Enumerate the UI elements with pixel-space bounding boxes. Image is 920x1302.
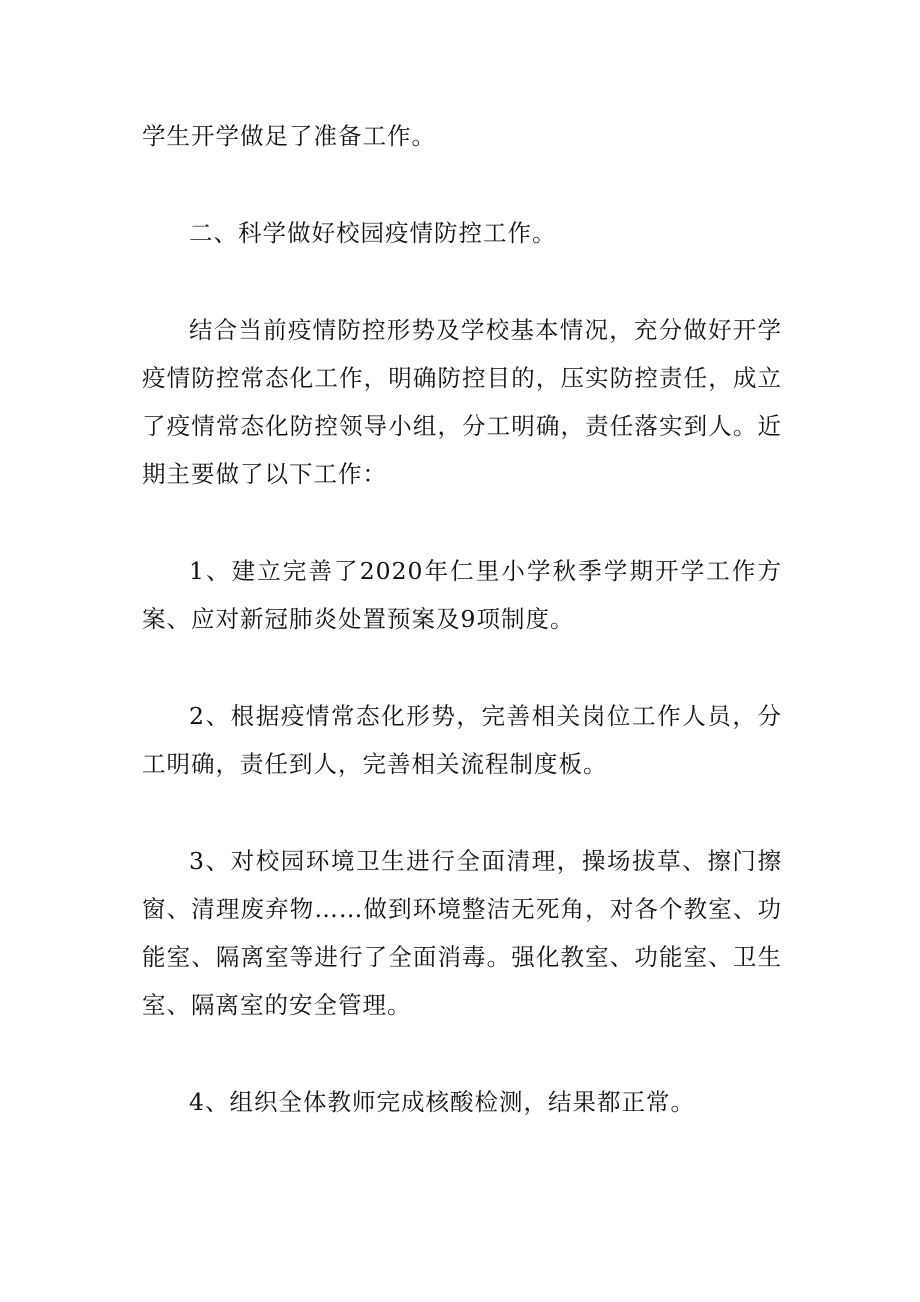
- paragraph-intro: 结合当前疫情防控形势及学校基本情况，充分做好开学疫情防控常态化工作，明确防控目的，压实防控责任，成立了疫情常态化防控领导小组，分工明确，责任落实到人。近期主要做了以下工作：: [142, 316, 782, 488]
- list-item-3: 3、对校园环境卫生进行全面清理，操场拔草、擦门擦窗、清理废弃物……做到环境整洁无死角，对各个教室、功能室、隔离室等进行了全面消毒。强化教室、功能室、卫生室、隔离室的安全管理。: [142, 847, 782, 1019]
- list-item-2: 2、根据疫情常态化形势，完善相关岗位工作人员，分工明确，责任到人，完善相关流程制度板。: [142, 702, 782, 778]
- list-item-4: 4、组织全体教师完成核酸检测，结果都正常。: [189, 1088, 695, 1116]
- paragraph-continuation: 学生开学做足了准备工作。: [142, 122, 436, 150]
- section-heading: 二、科学做好校园疫情防控工作。: [189, 219, 557, 247]
- list-item-1: 1、建立完善了2020年仁里小学秋季学期开学工作方案、应对新冠肺炎处置预案及9项制度。: [142, 557, 782, 633]
